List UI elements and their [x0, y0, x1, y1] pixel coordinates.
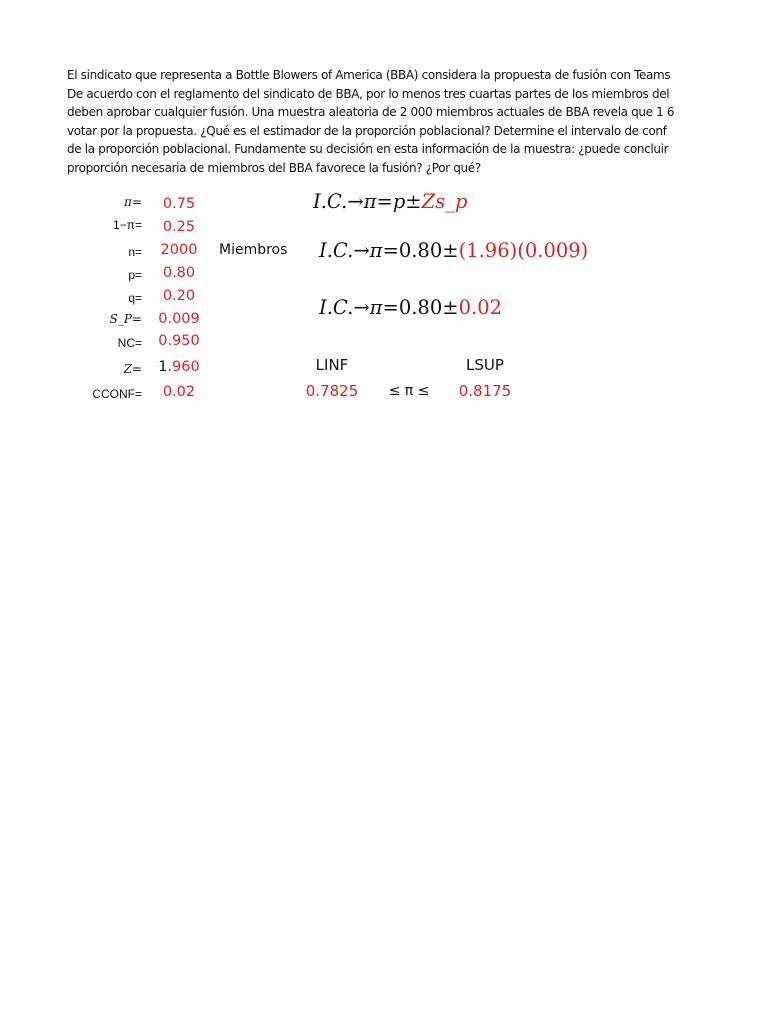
value-z-decimal: .960: [167, 359, 200, 375]
formula-rhs: 0.02: [458, 296, 503, 319]
label-one-minus-pi: 1−π=: [113, 218, 142, 232]
label-pi: π=: [124, 195, 142, 209]
problem-line: De acuerdo con el reglamento del sindicato de BBA, por lo menos tres cuartas partes de los miembros del: [67, 86, 670, 101]
label-p: p=: [128, 268, 142, 282]
value-sp: 0.009: [158, 311, 200, 327]
problem-line: El sindicato que representa a Bottle Blowers of America (BBA) considera la propuesta de fusión con Teams: [67, 68, 671, 82]
formula-mid: p±: [392, 190, 422, 213]
label-z: Z=: [123, 362, 142, 376]
formula-lhs: I.C.→π=: [319, 296, 399, 319]
value-q: 0.20: [162, 288, 196, 304]
formula-mid: 0.80±: [398, 239, 459, 262]
value-cconf: 0.02: [162, 384, 196, 400]
formula-lhs: I.C.→π=: [313, 190, 393, 213]
value-one-minus-pi: 0.25: [162, 219, 196, 235]
value-z: [154, 359, 204, 375]
problem-line: votar por la propuesta. ¿Qué es el estimador de la proporción poblacional? Determine el intervalo de conf: [67, 123, 667, 138]
lower-limit-header: LINF: [315, 356, 349, 374]
value-pi: 0.75: [162, 196, 196, 212]
upper-limit-value: 0.8175: [458, 382, 512, 400]
label-n: n=: [128, 245, 142, 259]
value-z-integer: 1: [158, 359, 168, 375]
value-p: 0.80: [162, 265, 196, 281]
value-nc: 0.950: [158, 333, 200, 349]
formula-general: [313, 190, 467, 213]
formula-rhs: Zs_p: [421, 190, 468, 213]
problem-line: proporción necesaria de miembros del BBA favorece la fusión? ¿Por qué?: [67, 160, 481, 175]
label-nc: NC=: [117, 336, 142, 350]
units-label: Miembros: [219, 242, 288, 258]
formula-rhs: (1.96)(0.009): [458, 239, 589, 262]
formula-mid: 0.80±: [398, 296, 459, 319]
label-q: q=: [128, 291, 142, 305]
problem-line: de la proporción poblacional. Fundamente su decisión en esta información de la muestra: ¿puede concluir: [67, 142, 669, 156]
upper-limit-header: LSUP: [466, 356, 504, 374]
formula-result: [319, 296, 502, 319]
formula-substituted: [319, 239, 588, 262]
problem-line: deben aprobar cualquier fusión. Una muestra aleatoria de 2 000 miembros actuales de BBA revela que 1 6: [67, 105, 675, 119]
lower-limit-value: 0.7825: [305, 382, 359, 400]
value-n: 2000: [160, 242, 198, 258]
formula-lhs: I.C.→π=: [319, 239, 399, 262]
label-sp: S_P=: [109, 312, 142, 326]
interval-relation: ≤ π ≤: [388, 383, 430, 399]
problem-statement: [67, 66, 679, 177]
label-cconf: CCONF=: [92, 387, 142, 401]
